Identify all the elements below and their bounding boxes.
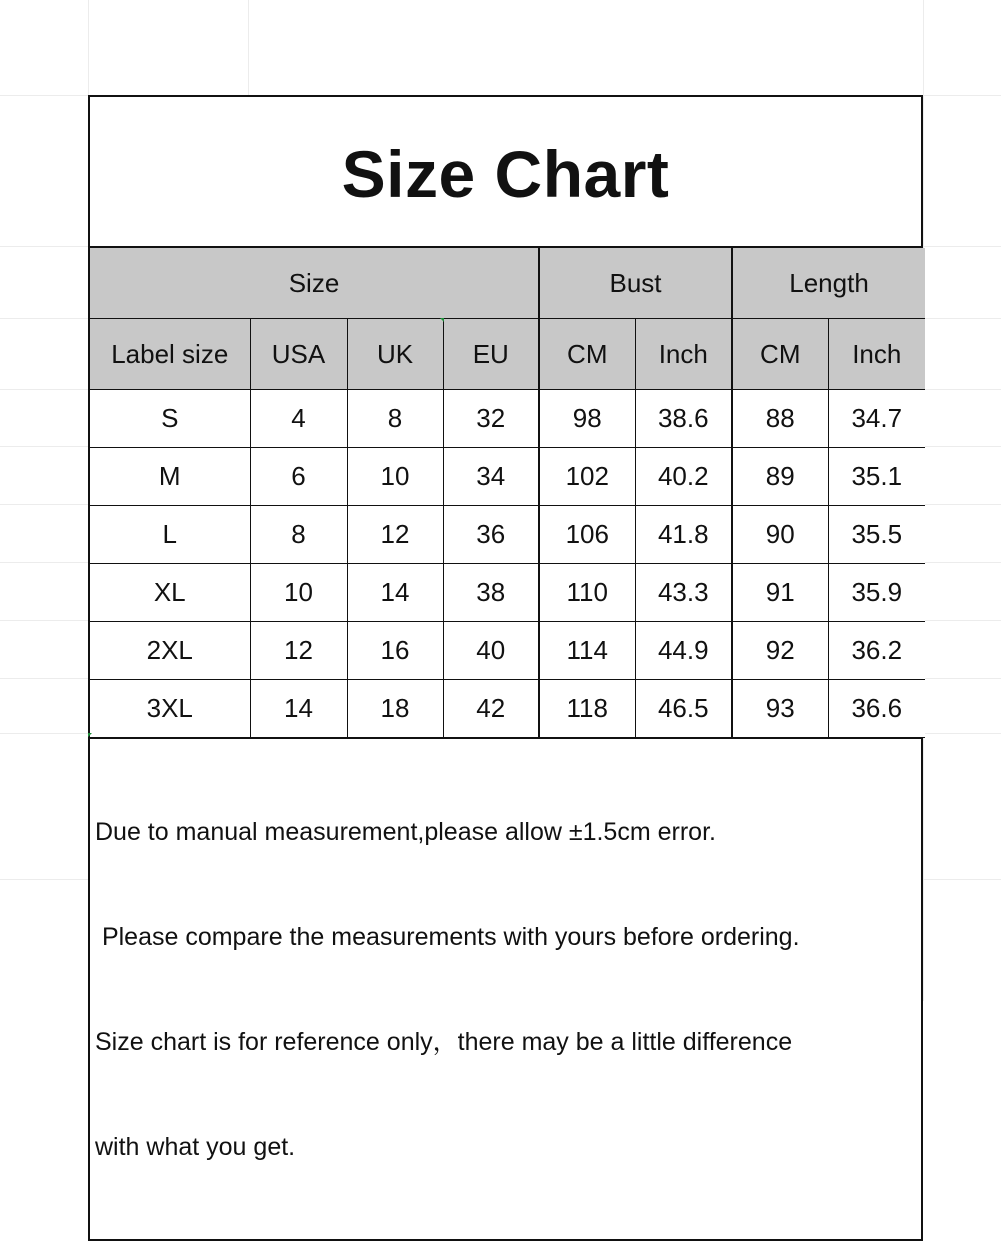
cell-bust-inch: 41.8: [635, 506, 732, 564]
column-header: UK: [347, 319, 443, 390]
title-row: [90, 97, 921, 248]
group-header-length: Length: [732, 248, 925, 319]
cell-uk: 8: [347, 390, 443, 448]
group-header-bust: Bust: [539, 248, 732, 319]
cell-length-cm: 89: [732, 448, 828, 506]
cell-length-cm: 91: [732, 564, 828, 622]
cell-uk: 18: [347, 680, 443, 738]
cell-label-size: M: [90, 448, 250, 506]
cell-bust-cm: 110: [539, 564, 635, 622]
cell-uk: 14: [347, 564, 443, 622]
cell-length-inch: 35.5: [828, 506, 925, 564]
cell-label-size: XL: [90, 564, 250, 622]
cell-usa: 8: [250, 506, 347, 564]
column-header: Label size: [90, 319, 250, 390]
cell-comment-marker: [440, 318, 444, 322]
cell-length-inch: 36.6: [828, 680, 925, 738]
cell-usa: 12: [250, 622, 347, 680]
cell-length-inch: 36.2: [828, 622, 925, 680]
cell-label-size: L: [90, 506, 250, 564]
cell-eu: 40: [443, 622, 539, 680]
table-row: [90, 564, 925, 622]
cell-eu: 38: [443, 564, 539, 622]
cell-usa: 14: [250, 680, 347, 738]
cell-eu: 36: [443, 506, 539, 564]
cell-length-inch: 35.9: [828, 564, 925, 622]
group-header-row: [90, 248, 925, 319]
size-chart: [88, 95, 923, 1241]
cell-bust-cm: 118: [539, 680, 635, 738]
cell-eu: 34: [443, 448, 539, 506]
note-line: Please compare the measurements with yours before ordering.: [95, 923, 800, 951]
cell-bust-inch: 43.3: [635, 564, 732, 622]
cell-bust-cm: 98: [539, 390, 635, 448]
chart-title: Size Chart: [341, 136, 670, 211]
column-header-row: [90, 319, 925, 390]
cell-bust-inch: 40.2: [635, 448, 732, 506]
cell-bust-cm: 114: [539, 622, 635, 680]
cell-comment-marker: [88, 733, 92, 737]
cell-uk: 12: [347, 506, 443, 564]
cell-label-size: 2XL: [90, 622, 250, 680]
cell-length-inch: 34.7: [828, 390, 925, 448]
cell-usa: 10: [250, 564, 347, 622]
column-header: CM: [539, 319, 635, 390]
note-line: Due to manual measurement,please allow ±1.5cm error.: [95, 818, 716, 846]
cell-bust-inch: 38.6: [635, 390, 732, 448]
cell-usa: 6: [250, 448, 347, 506]
cell-bust-cm: 106: [539, 506, 635, 564]
cell-usa: 4: [250, 390, 347, 448]
cell-length-cm: 92: [732, 622, 828, 680]
column-header: Inch: [635, 319, 732, 390]
note-line: Size chart is for reference only，there may be a little difference: [95, 1028, 793, 1056]
note-line: with what you get.: [95, 1133, 296, 1161]
column-header: EU: [443, 319, 539, 390]
cell-length-inch: 35.1: [828, 448, 925, 506]
cell-label-size: 3XL: [90, 680, 250, 738]
table-row: [90, 448, 925, 506]
cell-label-size: S: [90, 390, 250, 448]
cell-bust-inch: 46.5: [635, 680, 732, 738]
column-header: Inch: [828, 319, 925, 390]
cell-bust-cm: 102: [539, 448, 635, 506]
table-row: [90, 506, 925, 564]
cell-eu: 32: [443, 390, 539, 448]
cell-length-cm: 90: [732, 506, 828, 564]
measurement-note: [90, 738, 921, 1239]
size-table: [90, 248, 925, 738]
table-row: [90, 680, 925, 738]
column-header: USA: [250, 319, 347, 390]
group-header-size: Size: [90, 248, 539, 319]
table-row: [90, 622, 925, 680]
cell-eu: 42: [443, 680, 539, 738]
cell-bust-inch: 44.9: [635, 622, 732, 680]
cell-length-cm: 88: [732, 390, 828, 448]
cell-uk: 10: [347, 448, 443, 506]
column-header: CM: [732, 319, 828, 390]
cell-length-cm: 93: [732, 680, 828, 738]
cell-uk: 16: [347, 622, 443, 680]
table-row: [90, 390, 925, 448]
